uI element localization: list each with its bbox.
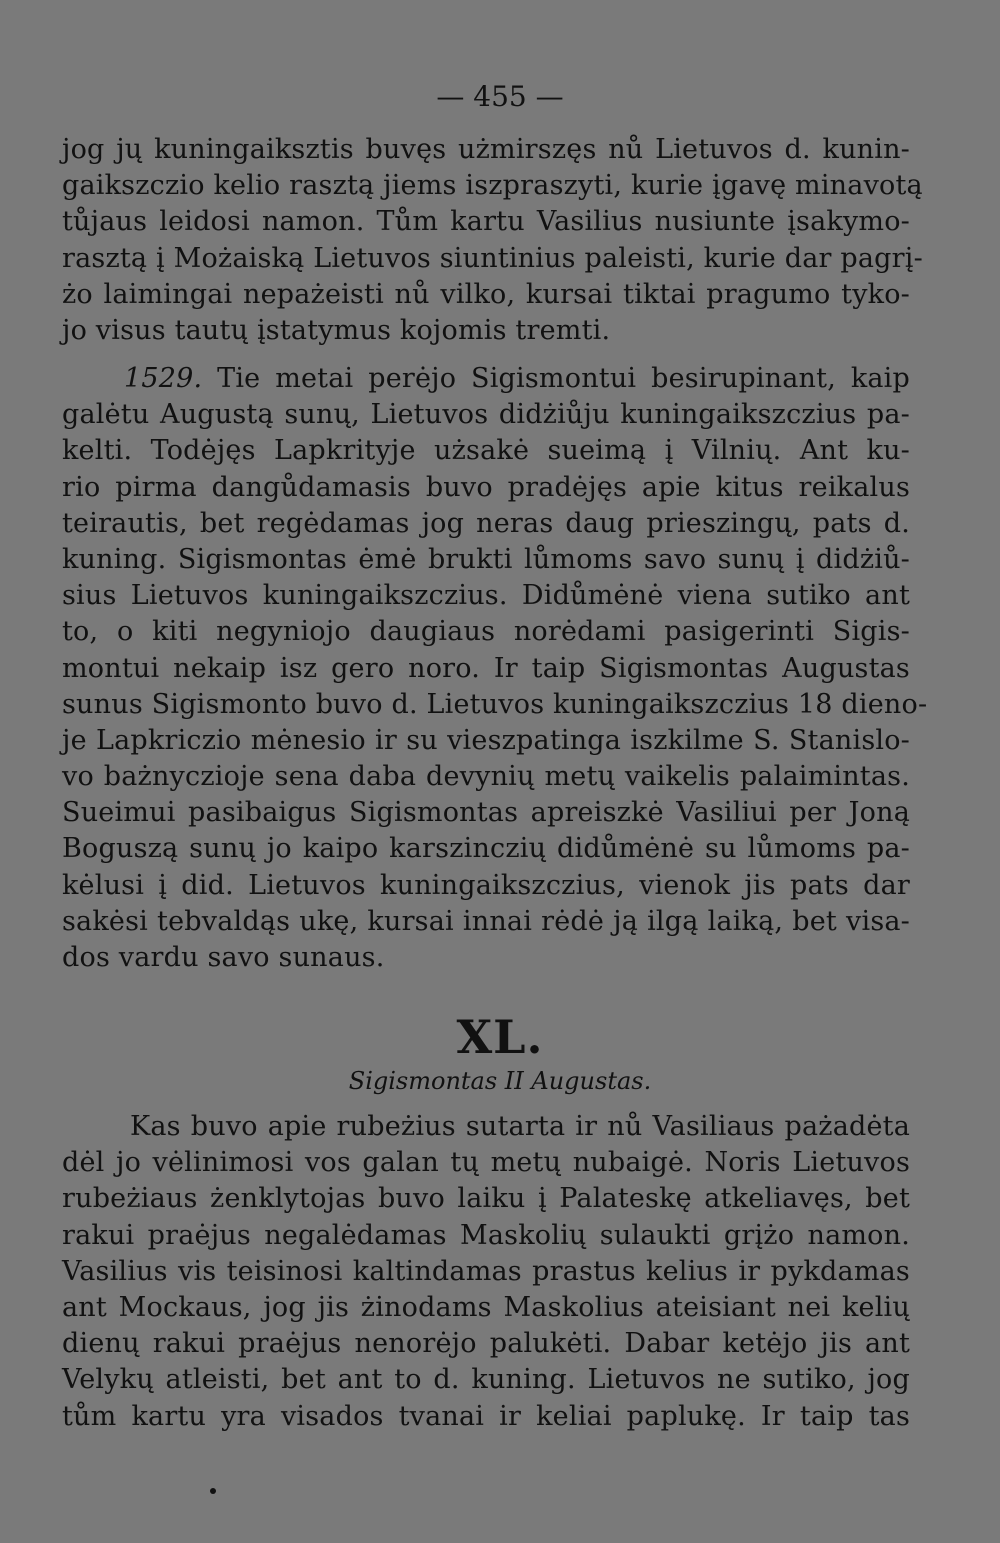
- year-label: 1529.: [124, 363, 203, 394]
- text-line: Sueimui pasibaigus Sigismontas apreiszkė Vasiliui per Joną: [62, 797, 910, 829]
- text-line: montui nekaip isz gero noro. Ir taip Sigismontas Augustas: [62, 652, 910, 684]
- page-number: — 455 —: [436, 80, 564, 113]
- text-line: jog jų kuningaiksztis buvęs użmirszęs nů Lietuvos d. kunin-: [62, 134, 910, 165]
- ink-speck: [210, 1488, 216, 1494]
- text-line: Vasilius vis teisinosi kaltindamas prastus kelius ir pykdamas: [62, 1255, 910, 1287]
- text-line: rio pirma dangůdamasis buvo pradėjęs apie kitus reikalus: [62, 471, 910, 503]
- text-line: dienų rakui praėjus nenorėjo palukėti. Dabar ketėjo jis ant: [62, 1328, 910, 1360]
- chapter-title: Sigismontas II Augustas.: [348, 1067, 652, 1095]
- text-line: kelti. Todėjęs Lapkrityje użsakė sueimą į Vilnių. Ant ku-: [62, 435, 910, 467]
- text-line: sius Lietuvos kuningaikszczius. Didůmėnė viena sutiko ant: [62, 580, 910, 612]
- text-span: Tie metai perėjo Sigismontui besirupinant, kaip: [202, 363, 910, 394]
- text-line: tům kartu yra visados tvanai ir keliai paplukę. Ir taip tas: [62, 1400, 910, 1432]
- text-line: Kas buvo apie rubeżius sutarta ir nů Vasiliaus pażadėta: [130, 1111, 910, 1142]
- text-line: kuning. Sigismontas ėmė brukti lůmoms savo sunų į didżiů-: [62, 543, 910, 575]
- text-line: galėtu Augustą sunų, Lietuvos didżiůju kuningaikszczius pa-: [62, 399, 910, 431]
- text-line: żo laimingai nepażeisti nů vilko, kursai tiktai pragumo tyko-: [62, 278, 910, 310]
- text-line: je Lapkriczio mėnesio ir su vieszpatinga iszkilme S. Stanislo-: [62, 724, 910, 756]
- text-line: jo visus tautų įstatymus kojomis tremti.: [62, 314, 611, 346]
- paragraph-chapter-start: [62, 1109, 910, 1435]
- text-line: Velykų atleisti, bet ant to d. kuning. Lietuvos ne sutiko, jog: [62, 1364, 910, 1396]
- text-line: to, o kiti negyniojo daugiaus norėdami pasigerinti Sigis-: [62, 616, 910, 648]
- chapter-number: XL.: [456, 1010, 544, 1064]
- text-line: rakui praėjus negalėdamas Maskolių sulaukti grįżo namon.: [62, 1219, 910, 1251]
- text-line: [62, 361, 910, 397]
- text-line: teirautis, bet regėdamas jog neras daug prieszingų, pats d.: [62, 507, 910, 539]
- paragraph-1529: [62, 361, 928, 976]
- text-line: sakėsi tebvaldąs ukę, kursai innai rėdė ją ilgą laiką, bet visa-: [62, 905, 910, 937]
- text-line: gaikszczio kelio rasztą jiems iszpraszyti, kurie įgavę minavotą: [62, 170, 923, 202]
- text-line: rubeżiaus żenklytojas buvo laiku į Palateskę atkeliavęs, bet: [62, 1183, 910, 1215]
- text-line: dėl jo vėlinimosi vos galan tų metų nubaigė. Noris Lietuvos: [62, 1147, 910, 1179]
- text-line: ant Mockaus, jog jis żinodams Maskolius ateisiant nei kelių: [62, 1291, 910, 1323]
- text-line: dos vardu savo sunaus.: [62, 942, 385, 973]
- text-line: sunus Sigismonto buvo d. Lietuvos kuningaikszczius 18 dieno-: [62, 688, 928, 720]
- text-line: vo bażnyczioje sena daba devynių metų vaikelis palaimintas.: [62, 761, 910, 793]
- paragraph-continuation: [62, 132, 923, 349]
- text-line: Boguszą sunų jo kaipo karszinczių didůmėnė su lůmoms pa-: [62, 833, 910, 865]
- text-line: kėlusi į did. Lietuvos kuningaikszczius, vienok jis pats dar: [62, 869, 910, 901]
- text-line: rasztą į Możaiską Lietuvos siuntinius paleisti, kurie dar pagrį-: [62, 242, 923, 274]
- text-line: tůjaus leidosi namon. Tům kartu Vasilius nusiunte įsakymo-: [62, 206, 910, 238]
